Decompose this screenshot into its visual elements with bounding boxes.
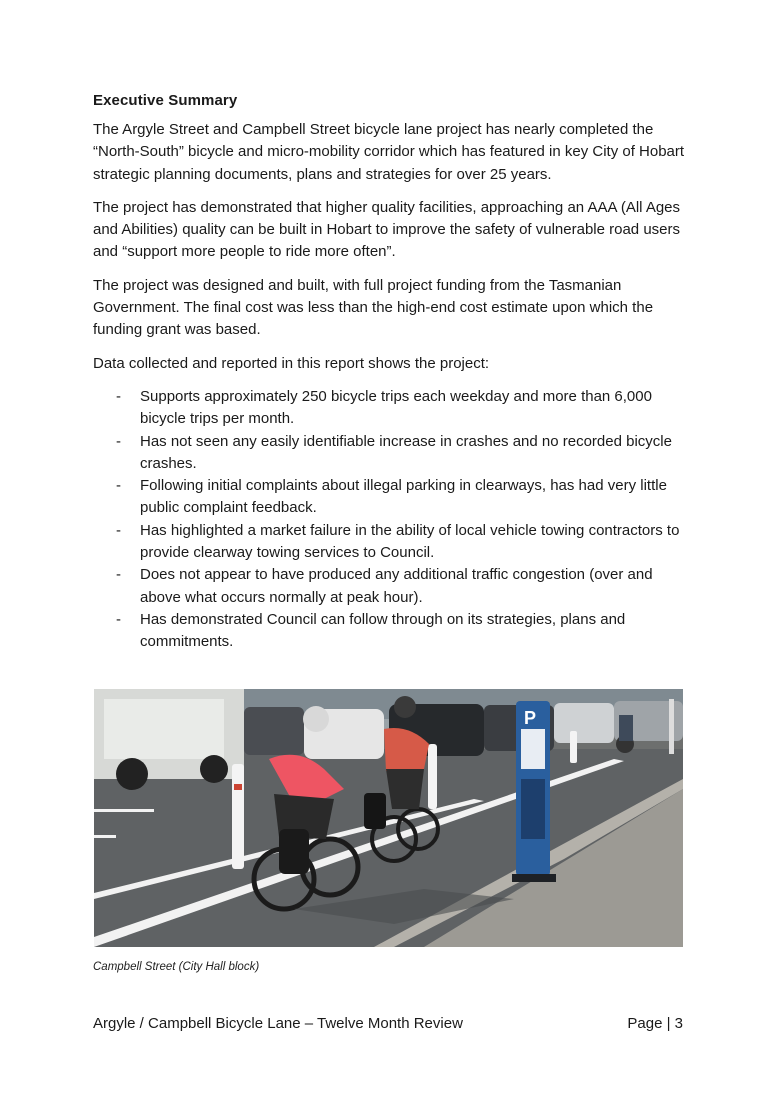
bullet-marker: - [116, 566, 121, 584]
list-item [93, 520, 688, 565]
meter-sign: P [524, 708, 537, 728]
list-item [93, 475, 688, 520]
footer-title: Argyle / Campbell Bicycle Lane – Twelve Month Review [93, 1015, 463, 1032]
bullet-marker: - [116, 521, 121, 539]
bicycle-lane-illustration [94, 689, 683, 947]
list-item [93, 609, 688, 654]
list-item-text: Has not seen any easily identifiable increase in crashes and no recorded bicycle crashes. [140, 432, 672, 472]
street-photo [94, 689, 683, 947]
page-number: Page | 3 [627, 1015, 683, 1032]
paragraph-1: The Argyle Street and Campbell Street bicycle lane project has nearly completed the “North-South” bicycle and micro-mobility corridor which has featured in key City of Hobart strategic planning documents, plans and strategies for over 25 years. [93, 121, 685, 183]
photo-caption: Campbell Street (City Hall block) [93, 961, 260, 973]
list-item-text: Following initial complaints about illegal parking in clearways, has had very little public complaint feedback. [140, 477, 667, 517]
bullet-marker: - [116, 387, 121, 405]
list-item-text: Has highlighted a market failure in the ability of local vehicle towing contractors to provide clearway towing services to Council. [140, 521, 680, 562]
list-item [93, 386, 688, 431]
main-content [93, 92, 688, 654]
paragraph-4: Data collected and reported in this report shows the project: [93, 354, 490, 372]
bullet-marker: - [116, 477, 121, 495]
list-item [93, 431, 688, 476]
bullet-marker: - [116, 432, 121, 450]
list-item [93, 564, 688, 609]
list-item-text: Supports approximately 250 bicycle trips each weekday and more than 6,000 bicycle trips per month. [140, 387, 652, 428]
bullet-marker: - [116, 610, 121, 628]
paragraph-3: The project was designed and built, with full project funding from the Tasmanian Government. The final cost was less than the high-end cost estimate upon which the funding grant was based. [93, 276, 654, 339]
list-item-text: Does not appear to have produced any additional traffic congestion (over and above what occurs normally at peak hour). [140, 566, 653, 606]
findings-list [93, 386, 688, 654]
section-heading: Executive Summary [93, 92, 238, 109]
list-item-text: Has demonstrated Council can follow through on its strategies, plans and commitments. [140, 610, 626, 651]
paragraph-2: The project has demonstrated that higher quality facilities, approaching an AAA (All Ages and Abilities) quality can be built in Hobart to improve the safety of vulnerable road users and “support more people to ride more often”. [93, 198, 681, 261]
